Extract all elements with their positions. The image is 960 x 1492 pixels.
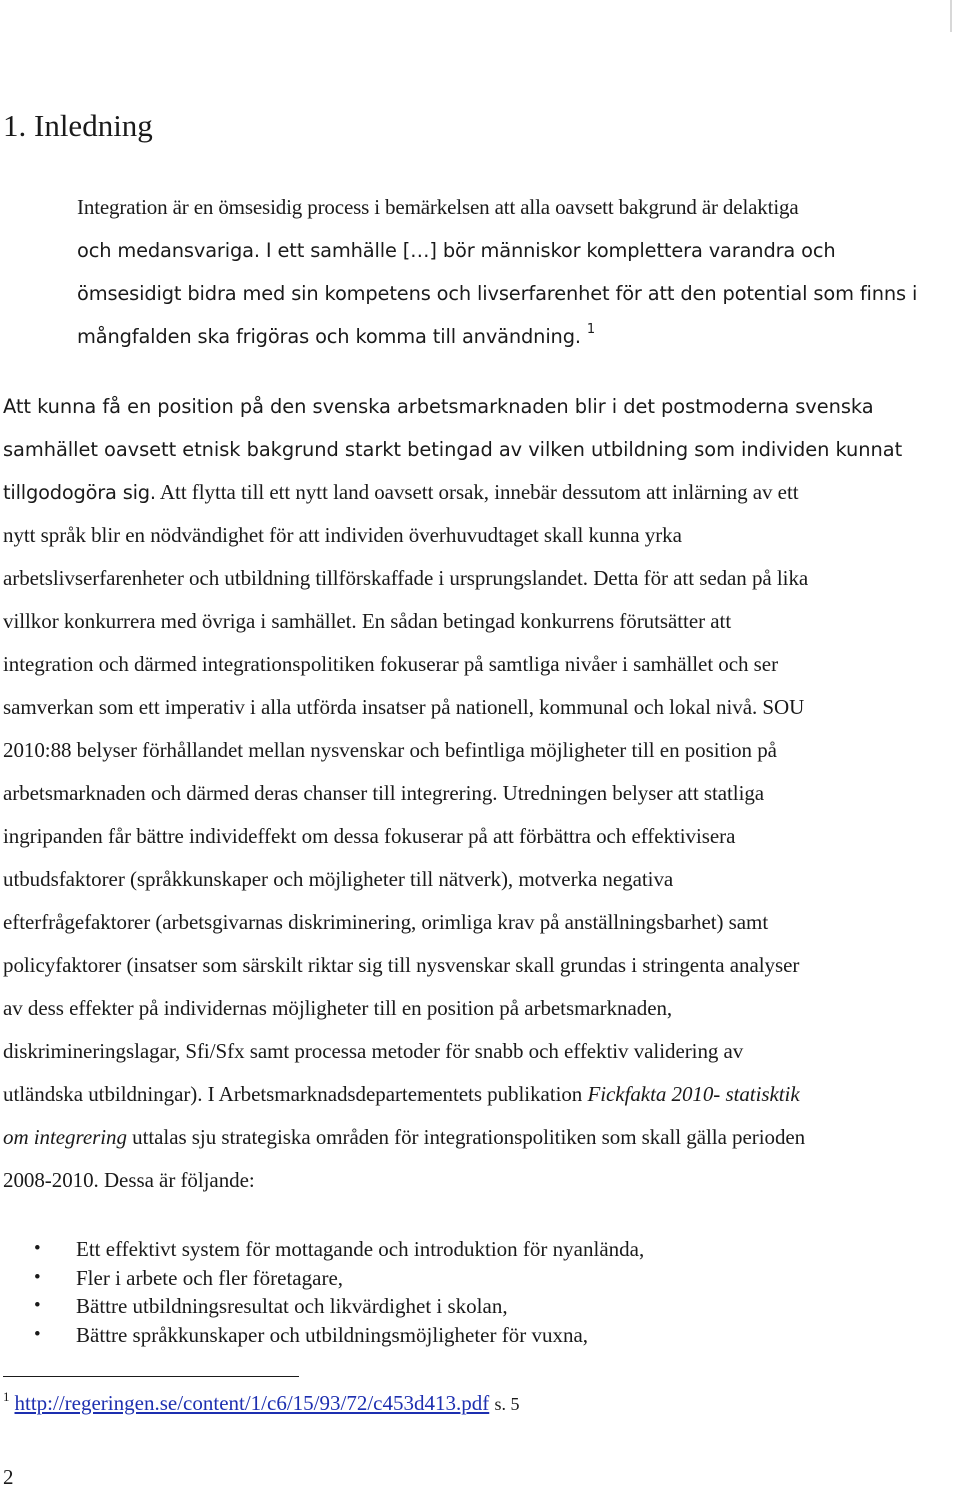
body-line: diskrimineringslagar, Sfi/Sfx samt processa metoder för snabb och effektiv validering av xyxy=(3,1039,744,1063)
quote-line: och medansvariga. I ett samhälle […] bör människor komplettera varandra och xyxy=(77,239,836,262)
body-line: villkor konkurrera med övriga i samhället. En sådan betingad konkurrens förutsätter att xyxy=(3,609,732,633)
list-item xyxy=(0,1292,644,1321)
bullet-icon: • xyxy=(34,1238,41,1259)
footnote-link[interactable]: http://regeringen.se/content/1/c6/15/93/72/c453d413.pdf xyxy=(14,1391,490,1415)
body-line: Att kunna få en position på den svenska arbetsmarknaden blir i det postmoderna svenska xyxy=(3,395,874,418)
body-line-start: tillgodogöra sig. xyxy=(3,481,156,504)
page-edge-mark xyxy=(950,0,952,32)
footnote-divider xyxy=(3,1376,299,1377)
body-line: arbetsmarknaden och därmed deras chanser till integrering. Utredningen belyser att statliga xyxy=(3,781,765,805)
body-line: 2010:88 belyser förhållandet mellan nysvenskar och befintliga möjligheter till en position på xyxy=(3,738,777,762)
list-item-text: Ett effektivt system för mottagande och introduktion för nyanlända, xyxy=(76,1237,645,1261)
strategy-list xyxy=(0,1235,644,1349)
footnote-page-ref: s. 5 xyxy=(494,1394,520,1414)
footnote xyxy=(3,1388,520,1421)
body-line: samverkan som ett imperativ i alla utförda insatser på nationell, kommunal och lokal nivå. SOU xyxy=(3,695,805,719)
body-line: av dess effekter på individernas möjligheter till en position på arbetsmarknaden, xyxy=(3,996,673,1020)
quote-line-text: mångfalden ska frigöras och komma till användning. xyxy=(77,325,581,348)
body-line: efterfrågefaktorer (arbetsgivarnas diskriminering, orimliga krav på anställningsbarhet) samt xyxy=(3,910,769,934)
list-item xyxy=(0,1264,644,1293)
list-item xyxy=(0,1235,644,1264)
body-line xyxy=(3,1073,958,1116)
footnote-ref[interactable]: 1 xyxy=(586,322,596,337)
body-line: integration och därmed integrationspolitiken fokuserar på samtliga nivåer i samhället och ser xyxy=(3,652,779,676)
quote-line: Integration är en ömsesidig process i bemärkelsen att alla oavsett bakgrund är delaktiga xyxy=(77,195,799,219)
body-line-text: utländska utbildningar). I Arbetsmarknadsdepartementets publikation xyxy=(3,1082,588,1106)
list-item-text: Fler i arbete och fler företagare, xyxy=(76,1265,344,1290)
body-line: arbetslivserfarenheter och utbildning tillförskaffade i ursprungslandet. Detta för att sedan på lika xyxy=(3,566,809,590)
body-line-rest: Att flytta till ett nytt land oavsett orsak, innebär dessutom att inlärning av ett xyxy=(155,480,799,504)
body-line: utbudsfaktorer (språkkunskaper och möjligheter till nätverk), motverka negativa xyxy=(3,867,674,891)
quote-line-last xyxy=(77,315,957,361)
list-item xyxy=(0,1321,644,1350)
page-number: 2 xyxy=(3,1465,14,1489)
list-item-text: Bättre utbildningsresultat och likvärdighet i skolan, xyxy=(76,1294,508,1318)
body-line-rest: uttalas sju strategiska områden för integrationspolitiken som skall gälla perioden xyxy=(126,1125,806,1149)
list-item-text: Bättre språkkunskaper och utbildningsmöjligheter för vuxna, xyxy=(76,1322,589,1347)
body-line: nytt språk blir en nödvändighet för att individen överhuvudtaget skall kunna yrka xyxy=(3,523,682,547)
quote-line: ömsesidigt bidra med sin kompetens och livserfarenhet för att den potential som finns i xyxy=(77,282,918,305)
bullet-icon: • xyxy=(34,1266,41,1288)
body-line: ingripanden får bättre individeffekt om dessa fokuserar på att förbättra och effektivisera xyxy=(3,824,736,848)
body-line: samhället oavsett etnisk bakgrund starkt betingad av vilken utbildning som individen kunnat xyxy=(3,438,903,461)
publication-title: Fickfakta 2010- statisktik xyxy=(587,1082,800,1106)
section-heading: 1. Inledning xyxy=(3,108,153,143)
bullet-icon: • xyxy=(34,1323,41,1345)
body-line: policyfaktorer (insatser som särskilt riktar sig till nysvenskar skall grundas i stringenta analyser xyxy=(3,953,800,977)
block-quote xyxy=(77,186,957,361)
body-paragraph xyxy=(3,385,958,1202)
publication-title-cont: om integrering xyxy=(3,1125,127,1149)
bullet-icon: • xyxy=(34,1295,41,1316)
body-line: 2008-2010. Dessa är följande: xyxy=(3,1168,255,1192)
footnote-number: 1 xyxy=(3,1389,10,1404)
body-line xyxy=(3,1116,958,1159)
body-line xyxy=(3,471,958,514)
